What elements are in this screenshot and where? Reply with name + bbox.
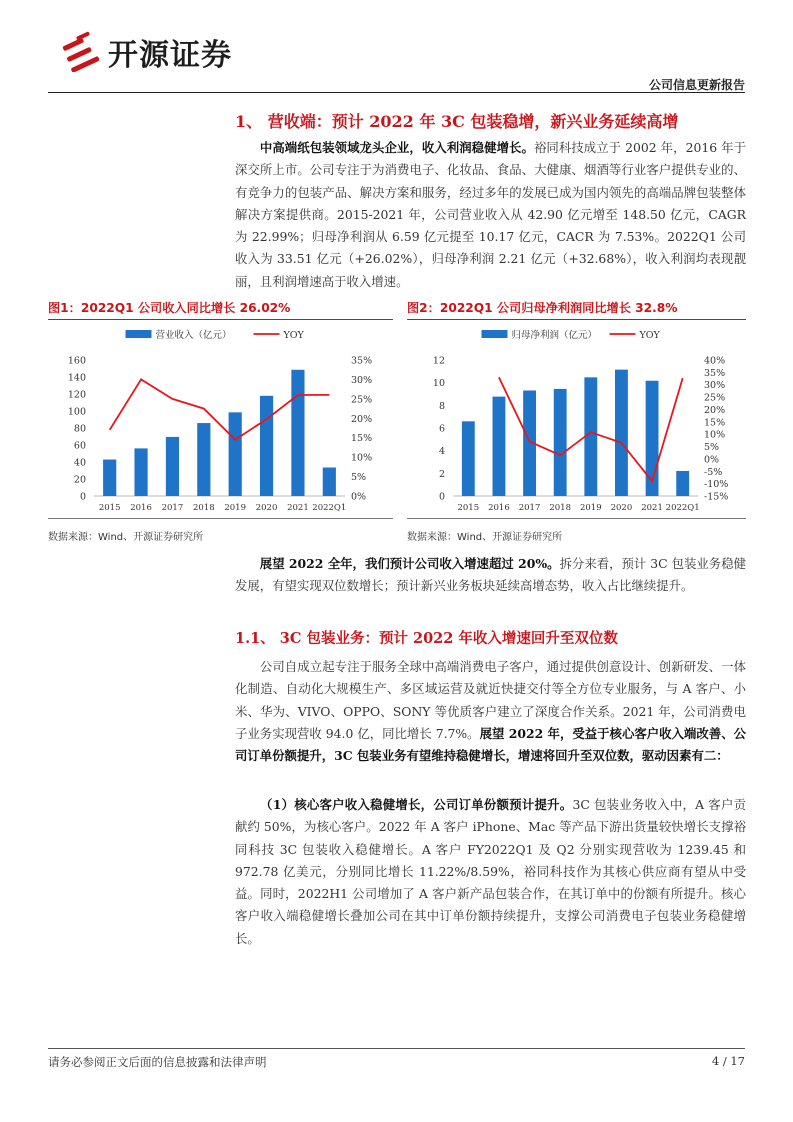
- y-right-tick-label: -5%: [704, 466, 723, 478]
- x-tick-label: 2019: [224, 503, 247, 513]
- section-1-paragraph-1: [235, 137, 746, 293]
- y-left-tick-label: 160: [67, 355, 86, 367]
- figure-1-title: 图1：2022Q1 公司收入同比增长 26.02%: [48, 301, 291, 315]
- figure-1-rule: [48, 319, 393, 320]
- legend-line-label: YOY: [283, 330, 304, 341]
- x-tick-label: 2016: [130, 503, 152, 513]
- y-right-tick-label: 30%: [704, 380, 726, 392]
- bar-2015: [103, 460, 116, 496]
- y-left-tick-label: 120: [67, 389, 86, 401]
- section-1-1-paragraph-2: [235, 794, 746, 950]
- y-left-tick-label: 2: [438, 468, 445, 480]
- y-right-tick-label: 5%: [351, 472, 367, 484]
- y-right-tick-label: 15%: [704, 417, 726, 429]
- y-left-tick-label: 140: [67, 372, 86, 384]
- figure-1-chart: [48, 324, 393, 516]
- figure-1-source: 数据来源：Wind、开源证券研究所: [48, 532, 204, 543]
- x-tick-label: 2021: [287, 503, 309, 513]
- figure-2-rule: [407, 319, 746, 320]
- y-right-tick-label: 15%: [351, 433, 373, 445]
- legend-bar-label: 归母净利润（亿元）: [511, 330, 598, 341]
- legend-bar-swatch: [126, 330, 152, 338]
- y-right-tick-label: 20%: [704, 404, 726, 416]
- y-left-tick-label: 4: [438, 446, 445, 458]
- bar-2016: [493, 397, 506, 496]
- y-left-tick-label: 10: [432, 378, 445, 390]
- y-right-tick-label: 10%: [351, 452, 373, 464]
- y-left-tick-label: 60: [73, 440, 86, 452]
- section-1-1-heading: 1.1、 3C 包装业务：预计 2022 年收入增速回升至双位数: [235, 630, 618, 647]
- bar-2019: [229, 412, 242, 496]
- bar-2020: [260, 396, 273, 496]
- x-tick-label: 2017: [161, 503, 184, 513]
- bar-2022Q1: [323, 468, 336, 496]
- y-right-tick-label: 10%: [704, 429, 726, 441]
- company-logo-text: 开源证券: [108, 38, 232, 73]
- x-tick-label: 2015: [457, 503, 480, 513]
- y-left-tick-label: 12: [432, 355, 445, 367]
- bar-2018: [554, 389, 567, 496]
- x-tick-label: 2019: [579, 503, 602, 513]
- y-right-tick-label: 40%: [704, 355, 726, 367]
- page-number: 4 / 17: [711, 1054, 745, 1068]
- header-divider: [48, 92, 745, 93]
- bar-2021: [291, 370, 304, 496]
- footer-divider: [48, 1048, 745, 1049]
- figure-2-title: 图2：2022Q1 公司归母净利润同比增长 32.8%: [407, 301, 678, 315]
- figure-1-bottom-rule: [48, 518, 393, 519]
- x-tick-label: 2020: [610, 503, 633, 513]
- figure-2-source: 数据来源：Wind、开源证券研究所: [407, 532, 563, 543]
- x-tick-label: 2022Q1: [665, 503, 700, 513]
- bar-2016: [134, 448, 147, 496]
- y-right-tick-label: 30%: [351, 374, 373, 386]
- x-tick-label: 2018: [192, 503, 215, 513]
- paragraph-4-lead: （1）核心客户收入稳健增长，公司订单份额预计提升。: [259, 797, 573, 812]
- x-tick-label: 2015: [98, 503, 121, 513]
- bar-2020: [615, 370, 628, 496]
- legend-bar-swatch: [482, 330, 508, 338]
- y-right-tick-label: 0%: [351, 491, 367, 503]
- y-right-tick-label: 25%: [351, 394, 373, 406]
- y-right-tick-label: 5%: [704, 442, 720, 454]
- paragraph-1-lead: 中高端纸包装领域龙头企业，收入利润稳健增长。: [259, 140, 534, 155]
- section-1-paragraph-2: [235, 553, 746, 598]
- bar-2015: [462, 421, 475, 496]
- paragraph-4-body: 3C 包装业务收入中，A 客户贡献约 50%，为核心客户。2022 年 A 客户 iPhone、Mac 等产品下游出货量较快增长支撑裕同科技 3C 包装收入稳健增长。A 客户 FY2022Q1 及 Q2 分别实现营收为 1239.45 和 972.78 亿美元，分别同比增长 11.22%/8.59%，裕同科技作为其核心供应商有望从中受益。同时，2022H1 公司增加了 A 客户新产品包装合作，在其订单中的份额有所提升。核心客户收入端稳健增长叠加公司在其中订单份额持续提升，支撑公司消费电子包装业务稳健增长。: [235, 797, 746, 946]
- y-left-tick-label: 6: [438, 423, 445, 435]
- x-tick-label: 2022Q1: [312, 503, 347, 513]
- legend-line-label: YOY: [639, 330, 660, 341]
- footer-disclaimer: 请务必参阅正文后面的信息披露和法律声明: [48, 1055, 267, 1069]
- y-left-tick-label: 0: [79, 491, 86, 503]
- bar-2018: [197, 423, 210, 496]
- y-right-tick-label: 35%: [704, 367, 726, 379]
- y-left-tick-label: 8: [438, 400, 445, 412]
- section-1-1-paragraph-1: [235, 656, 746, 767]
- x-tick-label: 2020: [255, 503, 278, 513]
- y-left-tick-label: 20: [73, 474, 86, 486]
- paragraph-2-body: 拆分来看，预计 3C 包装业务稳健发展，有望实现双位数增长；预计新兴业务板块延续高增态势，收入占比继续提升。: [235, 556, 746, 594]
- y-left-tick-label: 0: [438, 491, 445, 503]
- legend-bar-label: 营业收入（亿元）: [155, 330, 232, 341]
- y-right-tick-label: 25%: [704, 392, 726, 404]
- y-right-tick-label: 35%: [351, 355, 373, 367]
- paragraph-3-body: 公司自成立起专注于服务全球中高端消费电子客户，通过提供创意设计、创新研发、一体化制造、自动化大规模生产、多区域运营及就近快捷交付等全方位专业服务，与 A 客户、小米、华为、VIVO、OPPO、SONY 等优质客户建立了深度合作关系。2021 年，公司消费电子业务实现营收 94.0 亿，同比增长 7.7%。: [235, 659, 746, 741]
- y-left-tick-label: 100: [67, 406, 86, 418]
- section-1-heading: 1、 营收端：预计 2022 年 3C 包装稳增，新兴业务延续高增: [235, 112, 679, 131]
- bar-2017: [166, 437, 179, 496]
- paragraph-3-lead: 展望 2022 年，受益于核心客户收入端改善、公司订单份额提升，3C 包装业务有望维持稳健增长，增速将回升至双位数，驱动因素有二：: [235, 725, 746, 764]
- x-tick-label: 2018: [549, 503, 572, 513]
- y-right-tick-label: -10%: [704, 479, 729, 491]
- paragraph-1-body: 裕同科技成立于 2002 年，2016 年于深交所上市。公司专注于为消费电子、化妆品、食品、大健康、烟酒等行业客户提供专业的、有竞争力的包装产品、解决方案和服务，经过多年的发展已成为国内领先的高端品牌包装整体解决方案提供商。2015-2021 年，公司营业收入从 42.90 亿元增至 148.50 亿元，CAGR 为 22.99%；归母净利润从 6.59 亿元提至 10.17 亿元，CACR 为 7.53%。2022Q1 公司收入为 33.51 亿元（+26.02%），归母净利润 2.21 亿元（+32.68%），收入利润均表现靓丽，且利润增速高于收入增速。: [235, 140, 746, 289]
- bar-2022Q1: [676, 471, 689, 496]
- y-right-tick-label: -15%: [704, 491, 729, 503]
- report-type-label: 公司信息更新报告: [648, 78, 745, 92]
- figure-2-bottom-rule: [407, 518, 746, 519]
- y-right-tick-label: 20%: [351, 413, 373, 425]
- x-tick-label: 2021: [641, 503, 663, 513]
- x-tick-label: 2016: [488, 503, 510, 513]
- paragraph-2-lead: 展望 2022 全年，我们预计公司收入增速超过 20%。: [259, 556, 560, 571]
- y-right-tick-label: 0%: [704, 454, 720, 466]
- y-left-tick-label: 40: [73, 457, 86, 469]
- y-left-tick-label: 80: [73, 423, 86, 435]
- x-tick-label: 2017: [518, 503, 541, 513]
- figure-2-chart: [407, 324, 746, 516]
